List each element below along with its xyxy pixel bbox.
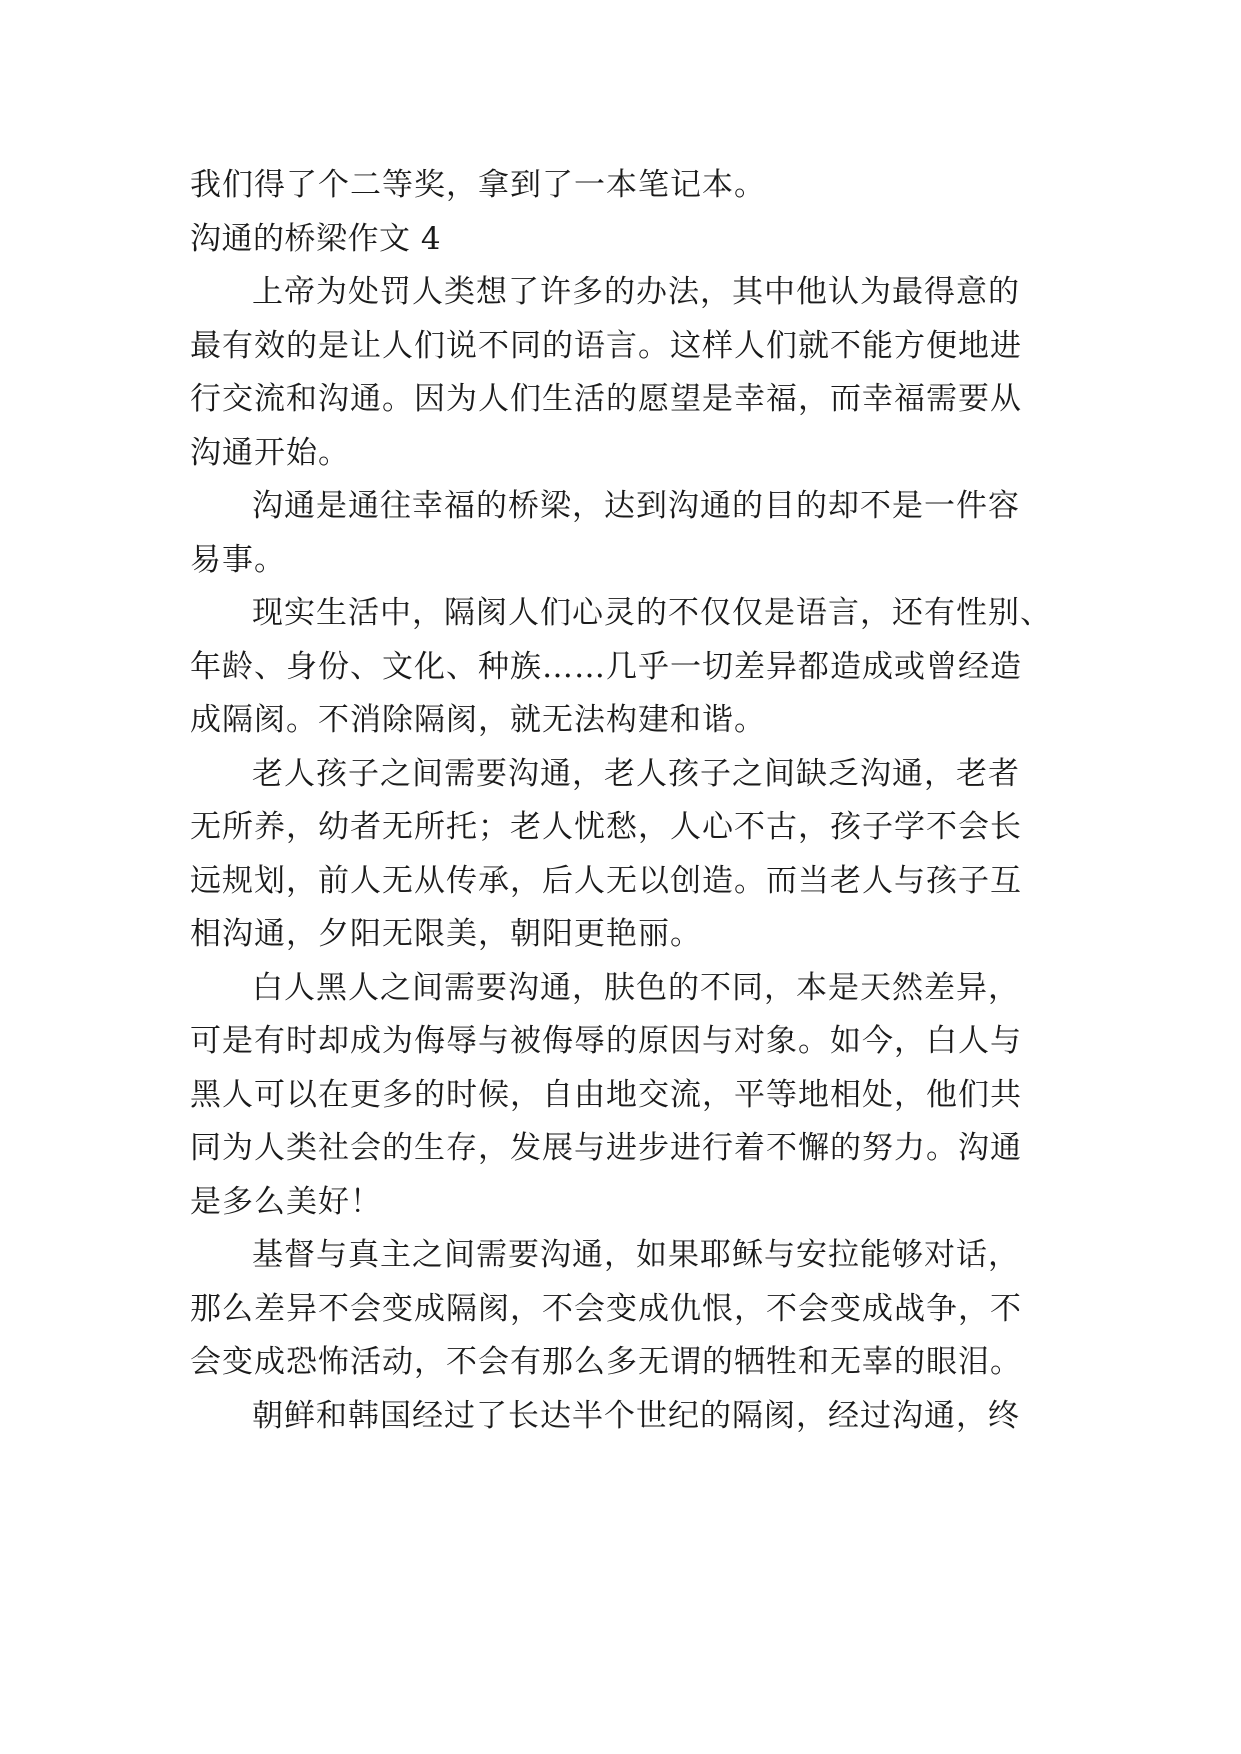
paragraph-4-line: 无所养，幼者无所托；老人忧愁，人心不古，孩子学不会长	[190, 809, 1022, 845]
paragraph-6-line: 那么差异不会变成隔阂，不会变成仇恨，不会变成战争，不	[190, 1290, 1022, 1327]
paragraph-1-line: 沟通开始。	[190, 434, 350, 471]
paragraph-6-line: 会变成恐怖活动，不会有那么多无谓的牺牲和无辜的眼泪。	[190, 1344, 1022, 1380]
paragraph-4-line: 老人孩子之间需要沟通，老人孩子之间缺乏沟通，老者	[252, 755, 1020, 792]
paragraph-2-line: 沟通是通往幸福的桥梁，达到沟通的目的却不是一件容	[252, 488, 1020, 524]
paragraph-1-line: 上帝为处罚人类想了许多的办法，其中他认为最得意的	[252, 274, 1020, 310]
paragraph-3-line: 现实生活中，隔阂人们心灵的不仅仅是语言，还有性别、	[252, 595, 1052, 631]
essay-title: 沟通的桥梁作文 4	[190, 220, 442, 257]
paragraph-1-line: 行交流和沟通。因为人们生活的愿望是幸福，而幸福需要从	[190, 381, 1022, 417]
paragraph-5-line: 白人黑人之间需要沟通，肤色的不同，本是天然差异，	[252, 969, 1020, 1006]
paragraph-6-line: 基督与真主之间需要沟通，如果耶稣与安拉能够对话，	[252, 1237, 1020, 1273]
paragraph-5-line: 可是有时却成为侮辱与被侮辱的原因与对象。如今，白人与	[190, 1023, 1022, 1059]
paragraph-7-line: 朝鲜和韩国经过了长达半个世纪的隔阂，经过沟通，终	[252, 1397, 1020, 1434]
paragraph-5-line: 同为人类社会的生存，发展与进步进行着不懈的努力。沟通	[190, 1130, 1022, 1166]
paragraph-3-line: 成隔阂。不消除隔阂，就无法构建和谐。	[190, 702, 766, 738]
paragraph-5-line: 黑人可以在更多的时候，自由地交流，平等地相处，他们共	[190, 1076, 1022, 1113]
essay-text	[190, 159, 1070, 1443]
paragraph-2-line: 易事。	[190, 541, 286, 578]
paragraph-5-line: 是多么美好！	[190, 1183, 382, 1220]
paragraph-3-line: 年龄、身份、文化、种族……几乎一切差异都造成或曾经造	[190, 648, 1022, 685]
paragraph-1-line: 最有效的是让人们说不同的语言。这样人们就不能方便地进	[190, 327, 1022, 364]
paragraph-4-line: 相沟通，夕阳无限美，朝阳更艳丽。	[190, 916, 702, 952]
paragraph-4-line: 远规划，前人无从传承，后人无以创造。而当老人与孩子互	[190, 862, 1022, 899]
text-line: 我们得了个二等奖，拿到了一本笔记本。	[190, 167, 766, 203]
